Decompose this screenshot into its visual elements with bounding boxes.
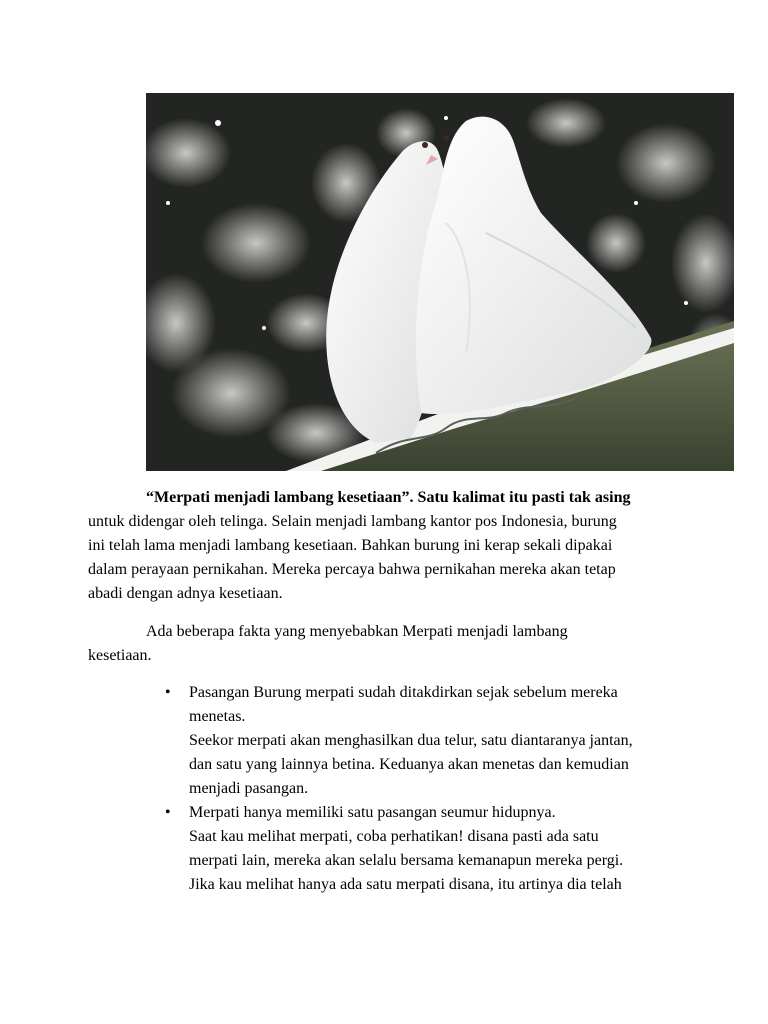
list-item-line: merpati lain, mereka akan selalu bersama kemanapun mereka pergi. — [189, 852, 624, 869]
paragraph-1-line: ini telah lama menjadi lambang kesetiaan. Bahkan burung ini kerap sekali dipakai — [88, 537, 613, 554]
paragraph-2-line: kesetiaan. — [88, 647, 152, 664]
list-item — [165, 801, 709, 897]
list-item-line: menjadi pasangan. — [189, 780, 309, 797]
list-item-line: Seekor merpati akan menghasilkan dua telur, satu diantaranya jantan, — [189, 732, 633, 749]
bullet-icon: • — [165, 684, 171, 701]
paragraph-1-line: untuk didengar oleh telinga. Selain menjadi lambang kantor pos Indonesia, burung — [88, 513, 617, 530]
list-item — [165, 681, 709, 801]
list-item-line: menetas. — [189, 708, 246, 725]
list-item-line: Merpati hanya memiliki satu pasangan seumur hidupnya. — [189, 804, 556, 821]
paragraph-1 — [88, 486, 688, 606]
list-item-line: Pasangan Burung merpati sudah ditakdirkan sejak sebelum mereka — [189, 684, 618, 701]
list-item-line: Saat kau melihat merpati, coba perhatikan! disana pasti ada satu — [189, 828, 599, 845]
paragraph-2-line: Ada beberapa fakta yang menyebabkan Merpati menjadi lambang — [146, 623, 568, 640]
paragraph-1-line: dalam perayaan pernikahan. Mereka percaya bahwa pernikahan mereka akan tetap — [88, 561, 616, 578]
paragraph-1-line: abadi dengan adnya kesetiaan. — [88, 585, 283, 602]
paragraph-2 — [88, 620, 688, 668]
list-item-line: Jika kau melihat hanya ada satu merpati disana, itu artinya dia telah — [189, 876, 622, 893]
facts-list — [165, 681, 709, 897]
white-doves-photo — [146, 93, 734, 471]
list-item-line: dan satu yang lainnya betina. Keduanya akan menetas dan kemudian — [189, 756, 629, 773]
paragraph-1-lead: “Merpati menjadi lambang kesetiaan”. Satu kalimat itu pasti tak asing — [146, 489, 631, 506]
bullet-icon: • — [165, 804, 171, 821]
